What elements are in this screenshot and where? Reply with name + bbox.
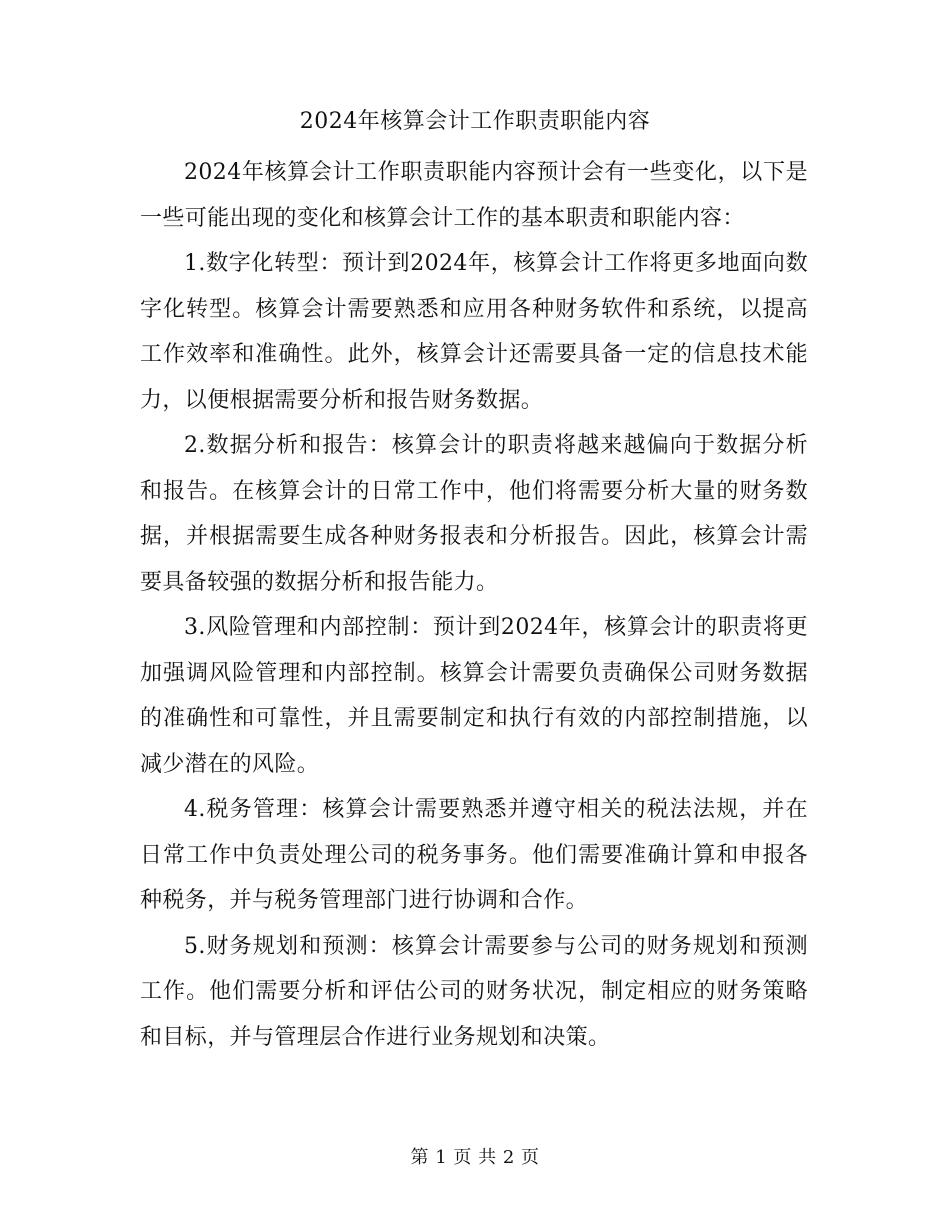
page-number-footer: 第 1 页 共 2 页 <box>410 1147 540 1168</box>
paragraph-digital-transformation: 1.数字化转型：预计到2024年，核算会计工作将更多地面向数字化转型。核算会计需要熟悉和应用各种财务软件和系统，以提高工作效率和准确性。此外，核算会计还需要具备一定的信息技术能力，以便根据需要分析和报告财务数据。 <box>140 251 808 413</box>
paragraph-data-analysis: 2.数据分析和报告：核算会计的职责将越来越偏向于数据分析和报告。在核算会计的日常工作中，他们将需要分析大量的财务数据，并根据需要生成各种财务报表和分析报告。因此，核算会计需要具备较强的数据分析和报告能力。 <box>140 433 808 595</box>
document-title: 2024年核算会计工作职责职能内容 <box>299 109 651 134</box>
paragraph-risk-management: 3.风险管理和内部控制：预计到2024年，核算会计的职责将更加强调风险管理和内部控制。核算会计需要负责确保公司财务数据的准确性和可靠性，并且需要制定和执行有效的内部控制措施，以减少潜在的风险。 <box>140 615 808 777</box>
paragraph-tax-management: 4.税务管理：核算会计需要熟悉并遵守相关的税法法规，并在日常工作中负责处理公司的税务事务。他们需要准确计算和申报各种税务，并与税务管理部门进行协调和合作。 <box>140 797 808 913</box>
document-body <box>140 150 808 1060</box>
paragraph-financial-planning: 5.财务规划和预测：核算会计需要参与公司的财务规划和预测工作。他们需要分析和评估公司的财务状况，制定相应的财务策略和目标，并与管理层合作进行业务规划和决策。 <box>140 933 808 1050</box>
intro-paragraph: 2024年核算会计工作职责职能内容预计会有一些变化，以下是一些可能出现的变化和核算会计工作的基本职责和职能内容： <box>140 160 808 231</box>
